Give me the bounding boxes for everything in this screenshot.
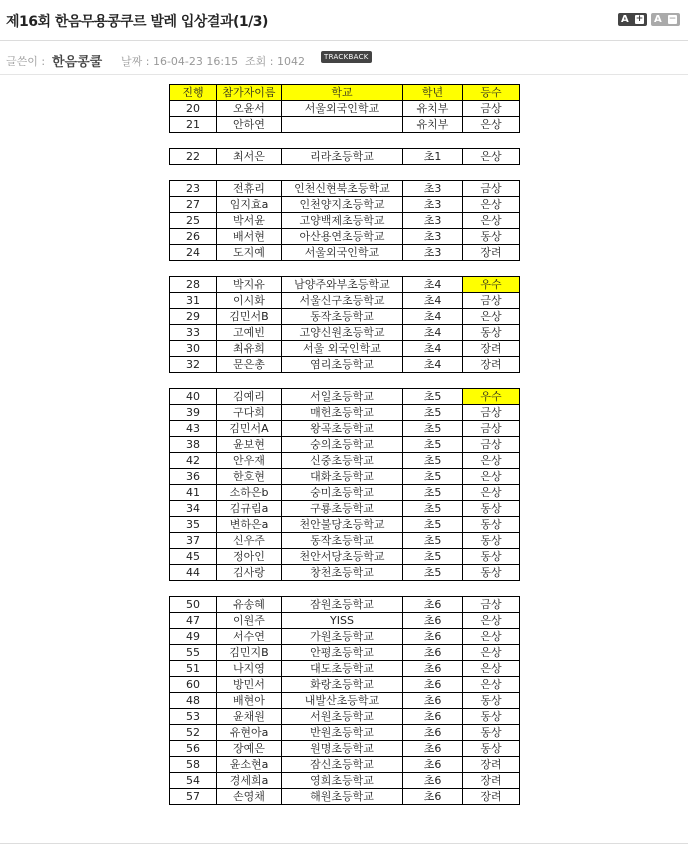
table-row <box>170 229 520 245</box>
name-cell: 변하은a <box>217 517 282 533</box>
grade-cell: 초4 <box>403 309 463 325</box>
table-row <box>170 213 520 229</box>
author-label: 글쓴이 : <box>6 55 46 68</box>
order-cell: 40 <box>170 389 217 405</box>
minus-icon: − <box>668 14 677 24</box>
rank-cell: 동상 <box>463 565 520 581</box>
table-row <box>170 773 520 789</box>
rank-cell: 은상 <box>463 453 520 469</box>
spacer-cell <box>170 261 520 277</box>
table-row <box>170 181 520 197</box>
rank-cell: 장려 <box>463 757 520 773</box>
post-header <box>0 0 688 41</box>
order-cell: 29 <box>170 309 217 325</box>
school-cell: 숭의초등학교 <box>282 437 403 453</box>
name-cell: 구다희 <box>217 405 282 421</box>
rank-cell: 은상 <box>463 629 520 645</box>
table-row <box>170 549 520 565</box>
school-cell: 매헌초등학교 <box>282 405 403 421</box>
rank-cell: 금상 <box>463 437 520 453</box>
school-cell: 화랑초등학교 <box>282 677 403 693</box>
order-cell: 52 <box>170 725 217 741</box>
grade-cell: 초4 <box>403 325 463 341</box>
rank-cell: 동상 <box>463 229 520 245</box>
table-row <box>170 453 520 469</box>
rank-cell: 금상 <box>463 181 520 197</box>
order-cell: 57 <box>170 789 217 805</box>
table-row <box>170 597 520 613</box>
table-row <box>170 405 520 421</box>
post-date: 날짜 : 16-04-23 16:15 <box>121 55 239 68</box>
order-cell: 50 <box>170 597 217 613</box>
font-size-controls <box>618 13 680 26</box>
school-cell: 가원초등학교 <box>282 629 403 645</box>
school-cell: 대화초등학교 <box>282 469 403 485</box>
name-cell: 윤소현a <box>217 757 282 773</box>
grade-cell: 초6 <box>403 757 463 773</box>
table-row <box>170 741 520 757</box>
grade-cell: 초5 <box>403 533 463 549</box>
grade-cell: 초1 <box>403 149 463 165</box>
school-cell: 내발산초등학교 <box>282 693 403 709</box>
order-cell: 45 <box>170 549 217 565</box>
order-cell: 51 <box>170 661 217 677</box>
table-row <box>170 693 520 709</box>
table-row <box>170 245 520 261</box>
order-cell: 24 <box>170 245 217 261</box>
rank-cell: 동상 <box>463 709 520 725</box>
grade-cell: 초5 <box>403 517 463 533</box>
group-spacer <box>170 133 520 149</box>
table-row <box>170 149 520 165</box>
grade-cell: 초6 <box>403 613 463 629</box>
table-row <box>170 341 520 357</box>
grade-cell: 초5 <box>403 501 463 517</box>
name-cell: 배서현 <box>217 229 282 245</box>
table-row <box>170 517 520 533</box>
name-cell: 방민서 <box>217 677 282 693</box>
grade-cell: 초5 <box>403 405 463 421</box>
order-cell: 38 <box>170 437 217 453</box>
rank-cell: 동상 <box>463 517 520 533</box>
order-cell: 47 <box>170 613 217 629</box>
name-cell: 최서은 <box>217 149 282 165</box>
school-cell <box>282 117 403 133</box>
table-row <box>170 421 520 437</box>
name-cell: 정아인 <box>217 549 282 565</box>
school-cell: YISS <box>282 613 403 629</box>
header-order: 진행 <box>170 85 217 101</box>
order-cell: 42 <box>170 453 217 469</box>
rank-cell: 동상 <box>463 725 520 741</box>
order-cell: 56 <box>170 741 217 757</box>
school-cell: 인천양지초등학교 <box>282 197 403 213</box>
order-cell: 30 <box>170 341 217 357</box>
rank-cell: 은상 <box>463 309 520 325</box>
table-row <box>170 389 520 405</box>
font-decrease-label: A <box>654 14 662 25</box>
school-cell: 서원초등학교 <box>282 709 403 725</box>
order-cell: 39 <box>170 405 217 421</box>
order-cell: 44 <box>170 565 217 581</box>
table-row <box>170 629 520 645</box>
grade-cell: 초6 <box>403 645 463 661</box>
grade-cell: 초4 <box>403 293 463 309</box>
grade-cell: 초3 <box>403 197 463 213</box>
name-cell: 박서윤 <box>217 213 282 229</box>
order-cell: 49 <box>170 629 217 645</box>
school-cell: 천안불당초등학교 <box>282 517 403 533</box>
order-cell: 32 <box>170 357 217 373</box>
school-cell: 아산용연초등학교 <box>282 229 403 245</box>
rank-cell: 우수 <box>463 277 520 293</box>
grade-cell: 초3 <box>403 229 463 245</box>
font-decrease-button[interactable] <box>651 13 680 26</box>
name-cell: 나지영 <box>217 661 282 677</box>
order-cell: 37 <box>170 533 217 549</box>
table-row <box>170 613 520 629</box>
school-cell: 신중초등학교 <box>282 453 403 469</box>
grade-cell: 초6 <box>403 597 463 613</box>
order-cell: 21 <box>170 117 217 133</box>
table-row <box>170 117 520 133</box>
name-cell: 이원주 <box>217 613 282 629</box>
rank-cell: 은상 <box>463 485 520 501</box>
name-cell: 한호현 <box>217 469 282 485</box>
school-cell: 왕곡초등학교 <box>282 421 403 437</box>
grade-cell: 초3 <box>403 245 463 261</box>
school-cell: 서울외국인학교 <box>282 245 403 261</box>
name-cell: 문은총 <box>217 357 282 373</box>
name-cell: 김예리 <box>217 389 282 405</box>
table-row <box>170 325 520 341</box>
name-cell: 박지유 <box>217 277 282 293</box>
grade-cell: 초3 <box>403 181 463 197</box>
rank-cell: 은상 <box>463 149 520 165</box>
school-cell: 잠원초등학교 <box>282 597 403 613</box>
rank-cell: 은상 <box>463 661 520 677</box>
rank-cell: 우수 <box>463 389 520 405</box>
order-cell: 60 <box>170 677 217 693</box>
grade-cell: 초6 <box>403 709 463 725</box>
grade-cell: 초6 <box>403 773 463 789</box>
school-cell: 해원초등학교 <box>282 789 403 805</box>
grade-cell: 초4 <box>403 341 463 357</box>
table-row <box>170 661 520 677</box>
name-cell: 도지예 <box>217 245 282 261</box>
grade-cell: 초6 <box>403 789 463 805</box>
school-cell: 고양신원초등학교 <box>282 325 403 341</box>
rank-cell: 동상 <box>463 501 520 517</box>
name-cell: 신우주 <box>217 533 282 549</box>
grade-cell: 초5 <box>403 565 463 581</box>
table-row <box>170 725 520 741</box>
table-row <box>170 645 520 661</box>
school-cell: 원명초등학교 <box>282 741 403 757</box>
order-cell: 34 <box>170 501 217 517</box>
school-cell: 창천초등학교 <box>282 565 403 581</box>
table-row <box>170 197 520 213</box>
grade-cell: 초6 <box>403 677 463 693</box>
name-cell: 윤보현 <box>217 437 282 453</box>
name-cell: 임지효a <box>217 197 282 213</box>
order-cell: 54 <box>170 773 217 789</box>
order-cell: 27 <box>170 197 217 213</box>
order-cell: 33 <box>170 325 217 341</box>
grade-cell: 초4 <box>403 357 463 373</box>
school-cell: 동작초등학교 <box>282 309 403 325</box>
rank-cell: 장려 <box>463 789 520 805</box>
rank-cell: 금상 <box>463 421 520 437</box>
group-spacer <box>170 373 520 389</box>
school-cell: 잠신초등학교 <box>282 757 403 773</box>
group-spacer <box>170 261 520 277</box>
grade-cell: 초6 <box>403 661 463 677</box>
school-cell: 리라초등학교 <box>282 149 403 165</box>
order-cell: 35 <box>170 517 217 533</box>
table-row <box>170 293 520 309</box>
rank-cell: 은상 <box>463 677 520 693</box>
school-cell: 안평초등학교 <box>282 645 403 661</box>
trackback-button[interactable]: TRACKBACK <box>321 51 372 63</box>
school-cell: 서울외국인학교 <box>282 101 403 117</box>
rank-cell: 은상 <box>463 645 520 661</box>
table-row <box>170 757 520 773</box>
grade-cell: 초5 <box>403 453 463 469</box>
plus-icon: + <box>635 14 644 24</box>
rank-cell: 금상 <box>463 293 520 309</box>
group-spacer <box>170 165 520 181</box>
order-cell: 31 <box>170 293 217 309</box>
rank-cell: 금상 <box>463 101 520 117</box>
author-name[interactable]: 한음콩쿨 <box>52 55 103 70</box>
grade-cell: 초5 <box>403 469 463 485</box>
table-row <box>170 101 520 117</box>
order-cell: 22 <box>170 149 217 165</box>
header-name: 참가자이름 <box>217 85 282 101</box>
order-cell: 53 <box>170 709 217 725</box>
grade-cell: 초4 <box>403 277 463 293</box>
rank-cell: 장려 <box>463 357 520 373</box>
table-row <box>170 709 520 725</box>
table-row <box>170 485 520 501</box>
grade-cell: 초5 <box>403 389 463 405</box>
order-cell: 26 <box>170 229 217 245</box>
name-cell: 유송혜 <box>217 597 282 613</box>
name-cell: 최유희 <box>217 341 282 357</box>
rank-cell: 은상 <box>463 117 520 133</box>
school-cell: 염리초등학교 <box>282 357 403 373</box>
group-spacer <box>170 581 520 597</box>
name-cell: 경세희a <box>217 773 282 789</box>
name-cell: 이시화 <box>217 293 282 309</box>
order-cell: 28 <box>170 277 217 293</box>
table-row <box>170 501 520 517</box>
rank-cell: 장려 <box>463 341 520 357</box>
order-cell: 48 <box>170 693 217 709</box>
table-header-row <box>170 85 520 101</box>
name-cell: 안우재 <box>217 453 282 469</box>
grade-cell: 초5 <box>403 549 463 565</box>
name-cell: 김민지B <box>217 645 282 661</box>
table-row <box>170 437 520 453</box>
order-cell: 58 <box>170 757 217 773</box>
school-cell: 서일초등학교 <box>282 389 403 405</box>
school-cell: 영희초등학교 <box>282 773 403 789</box>
school-cell: 대도초등학교 <box>282 661 403 677</box>
school-cell: 서울 외국인학교 <box>282 341 403 357</box>
name-cell: 유현아a <box>217 725 282 741</box>
rank-cell: 금상 <box>463 597 520 613</box>
order-cell: 23 <box>170 181 217 197</box>
name-cell: 김규림a <box>217 501 282 517</box>
grade-cell: 초5 <box>403 485 463 501</box>
grade-cell: 초3 <box>403 213 463 229</box>
name-cell: 김민서A <box>217 421 282 437</box>
grade-cell: 초6 <box>403 741 463 757</box>
rank-cell: 은상 <box>463 613 520 629</box>
name-cell: 배현아 <box>217 693 282 709</box>
name-cell: 장예은 <box>217 741 282 757</box>
rank-cell: 동상 <box>463 549 520 565</box>
grade-cell: 초6 <box>403 725 463 741</box>
school-cell: 숭미초등학교 <box>282 485 403 501</box>
rank-cell: 은상 <box>463 197 520 213</box>
name-cell: 전휴리 <box>217 181 282 197</box>
grade-cell: 유치부 <box>403 101 463 117</box>
table-row <box>170 677 520 693</box>
rank-cell: 동상 <box>463 325 520 341</box>
grade-cell: 유치부 <box>403 117 463 133</box>
table-row <box>170 789 520 805</box>
name-cell: 소하은b <box>217 485 282 501</box>
results-body <box>170 101 520 805</box>
header-rank: 등수 <box>463 85 520 101</box>
name-cell: 김민서B <box>217 309 282 325</box>
name-cell: 손영채 <box>217 789 282 805</box>
rank-cell: 은상 <box>463 213 520 229</box>
header-school: 학교 <box>282 85 403 101</box>
spacer-cell <box>170 133 520 149</box>
name-cell: 윤채원 <box>217 709 282 725</box>
order-cell: 43 <box>170 421 217 437</box>
school-cell: 반원초등학교 <box>282 725 403 741</box>
grade-cell: 초6 <box>403 693 463 709</box>
results-table <box>169 84 520 805</box>
school-cell: 고양백제초등학교 <box>282 213 403 229</box>
font-increase-button[interactable] <box>618 13 647 26</box>
school-cell: 구룡초등학교 <box>282 501 403 517</box>
post-title: 제16회 한음무용콩쿠르 발레 입상결과(1/3) <box>6 14 268 30</box>
view-count: 조회 : 1042 <box>245 55 305 68</box>
order-cell: 36 <box>170 469 217 485</box>
spacer-cell <box>170 165 520 181</box>
table-row <box>170 469 520 485</box>
rank-cell: 장려 <box>463 245 520 261</box>
name-cell: 안하연 <box>217 117 282 133</box>
table-row <box>170 357 520 373</box>
table-row <box>170 309 520 325</box>
school-cell: 천안서당초등학교 <box>282 549 403 565</box>
order-cell: 55 <box>170 645 217 661</box>
header-grade: 학년 <box>403 85 463 101</box>
name-cell: 김사랑 <box>217 565 282 581</box>
school-cell: 동작초등학교 <box>282 533 403 549</box>
school-cell: 인천신현북초등학교 <box>282 181 403 197</box>
rank-cell: 장려 <box>463 773 520 789</box>
name-cell: 서수연 <box>217 629 282 645</box>
rank-cell: 은상 <box>463 469 520 485</box>
school-cell: 남양주와부초등학교 <box>282 277 403 293</box>
order-cell: 41 <box>170 485 217 501</box>
rank-cell: 동상 <box>463 741 520 757</box>
grade-cell: 초6 <box>403 629 463 645</box>
table-row <box>170 533 520 549</box>
name-cell: 고예빈 <box>217 325 282 341</box>
bottom-divider <box>0 843 688 844</box>
table-row <box>170 565 520 581</box>
rank-cell: 동상 <box>463 693 520 709</box>
order-cell: 25 <box>170 213 217 229</box>
school-cell: 서울신구초등학교 <box>282 293 403 309</box>
order-cell: 20 <box>170 101 217 117</box>
spacer-cell <box>170 581 520 597</box>
spacer-cell <box>170 373 520 389</box>
rank-cell: 동상 <box>463 533 520 549</box>
name-cell: 오윤서 <box>217 101 282 117</box>
table-row <box>170 277 520 293</box>
rank-cell: 금상 <box>463 405 520 421</box>
font-increase-label: A <box>621 14 629 25</box>
grade-cell: 초5 <box>403 437 463 453</box>
grade-cell: 초5 <box>403 421 463 437</box>
